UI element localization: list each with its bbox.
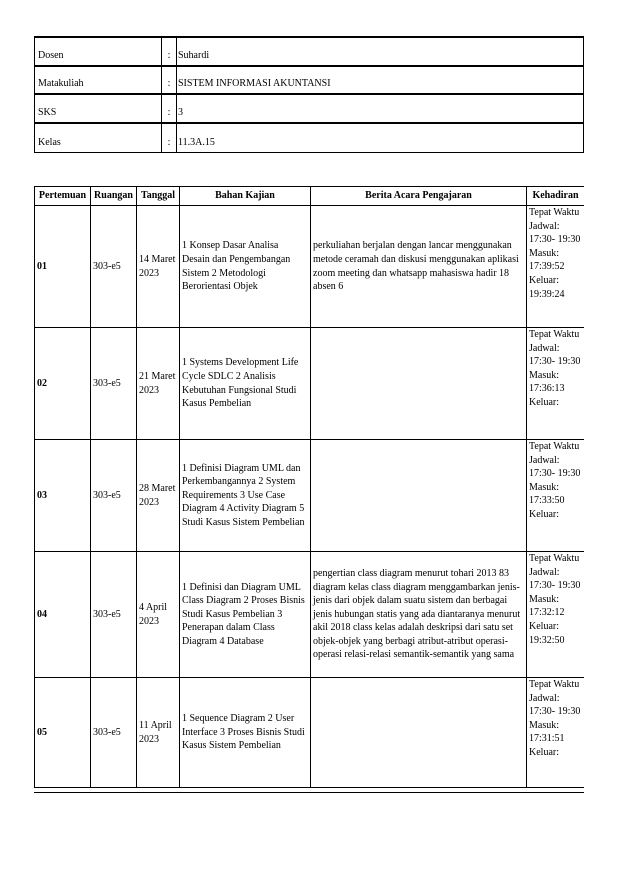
info-label: Matakuliah: [38, 78, 84, 90]
cell-kehadiran: Tepat Waktu Jadwal: 17:30- 19:30 Masuk: 17:31:51 Keluar:: [527, 678, 585, 788]
info-value: 11.3A.15: [178, 137, 215, 149]
cell-pertemuan: 02: [35, 328, 91, 440]
cell-pertemuan: 01: [35, 206, 91, 328]
info-label: Kelas: [38, 137, 61, 149]
attendance-table: [34, 186, 584, 788]
info-row-kelas: [35, 124, 583, 153]
info-row-dosen: [35, 38, 583, 67]
cell-ruangan: 303-e5: [91, 440, 137, 552]
info-value: SISTEM INFORMASI AKUNTANSI: [178, 78, 331, 90]
info-separator: :: [161, 38, 177, 65]
table-header-row: [35, 187, 585, 206]
cell-tanggal: 21 Maret 2023: [137, 328, 180, 440]
info-separator: :: [161, 67, 177, 94]
cell-bahan-kajian: 1 Definisi dan Diagram UML Class Diagram 2 Proses Bisnis Studi Kasus Pembelian 3 Penerapan dalam Class Diagram 4 Database: [180, 552, 311, 678]
cell-tanggal: 11 April 2023: [137, 678, 180, 788]
table-row: [35, 552, 585, 678]
cell-ruangan: 303-e5: [91, 678, 137, 788]
info-value: Suhardi: [178, 49, 210, 61]
table-row: [35, 328, 585, 440]
cell-berita-acara: [311, 678, 527, 788]
cell-pertemuan: 03: [35, 440, 91, 552]
cell-kehadiran: Tepat Waktu Jadwal: 17:30- 19:30 Masuk: 17:36:13 Keluar:: [527, 328, 585, 440]
table-row: [35, 440, 585, 552]
table-row: [35, 206, 585, 328]
cell-berita-acara: [311, 440, 527, 552]
cell-kehadiran: Tepat Waktu Jadwal: 17:30- 19:30 Masuk: 17:32:12 Keluar: 19:32:50: [527, 552, 585, 678]
table-bottom-border: [34, 792, 584, 793]
cell-ruangan: 303-e5: [91, 328, 137, 440]
info-label: Dosen: [38, 49, 64, 61]
column-header: Berita Acara Pengajaran: [311, 187, 527, 206]
column-header: Bahan Kajian: [180, 187, 311, 206]
info-separator: :: [161, 124, 177, 153]
info-label: SKS: [38, 106, 57, 118]
info-separator: :: [161, 95, 177, 122]
attendance-table-wrapper: [34, 186, 584, 792]
cell-ruangan: 303-e5: [91, 552, 137, 678]
cell-tanggal: 28 Maret 2023: [137, 440, 180, 552]
cell-bahan-kajian: 1 Sequence Diagram 2 User Interface 3 Proses Bisnis Studi Kasus Sistem Pembelian: [180, 678, 311, 788]
table-row: [35, 678, 585, 788]
cell-pertemuan: 05: [35, 678, 91, 788]
cell-pertemuan: 04: [35, 552, 91, 678]
cell-berita-acara: [311, 328, 527, 440]
cell-ruangan: 303-e5: [91, 206, 137, 328]
cell-bahan-kajian: 1 Konsep Dasar Analisa Desain dan Pengembangan Sistem 2 Metodologi Berorientasi Objek: [180, 206, 311, 328]
column-header: Kehadiran: [527, 187, 585, 206]
info-value: 3: [178, 106, 183, 118]
column-header: Pertemuan: [35, 187, 91, 206]
info-row-sks: [35, 95, 583, 124]
column-header: Ruangan: [91, 187, 137, 206]
cell-tanggal: 4 April 2023: [137, 552, 180, 678]
info-row-matakuliah: [35, 67, 583, 96]
cell-bahan-kajian: 1 Systems Development Life Cycle SDLC 2 Analisis Kebutuhan Fungsional Studi Kasus Pembelian: [180, 328, 311, 440]
cell-berita-acara: perkuliahan berjalan dengan lancar menggunakan metode ceramah dan diskusi menggunakan aplikasi zoom meeting dan whatsapp mahasiswa hadir 18 absen 6: [311, 206, 527, 328]
column-header: Tanggal: [137, 187, 180, 206]
cell-bahan-kajian: 1 Definisi Diagram UML dan Perkembangannya 2 System Requirements 3 Use Case Diagram 4 Activity Diagram 5 Studi Kasus Sistem Pembelian: [180, 440, 311, 552]
cell-berita-acara: pengertian class diagram menurut tohari 2013 83 diagram kelas class diagram menggambarkan jenis-jenis dari objek dalam suatu sistem dan berbagai jenis hubungan statis yang ada diantaranya menurut akil 2018 class kelas adalah deskripsi dari satu set objek-objek yang berbagi atribut-atribut operasi-operasi relasi-relasi semantik-semantik yang sama: [311, 552, 527, 678]
cell-kehadiran: Tepat Waktu Jadwal: 17:30- 19:30 Masuk: 17:39:52 Keluar: 19:39:24: [527, 206, 585, 328]
cell-kehadiran: Tepat Waktu Jadwal: 17:30- 19:30 Masuk: 17:33:50 Keluar:: [527, 440, 585, 552]
cell-tanggal: 14 Maret 2023: [137, 206, 180, 328]
course-info-box: [34, 36, 584, 153]
